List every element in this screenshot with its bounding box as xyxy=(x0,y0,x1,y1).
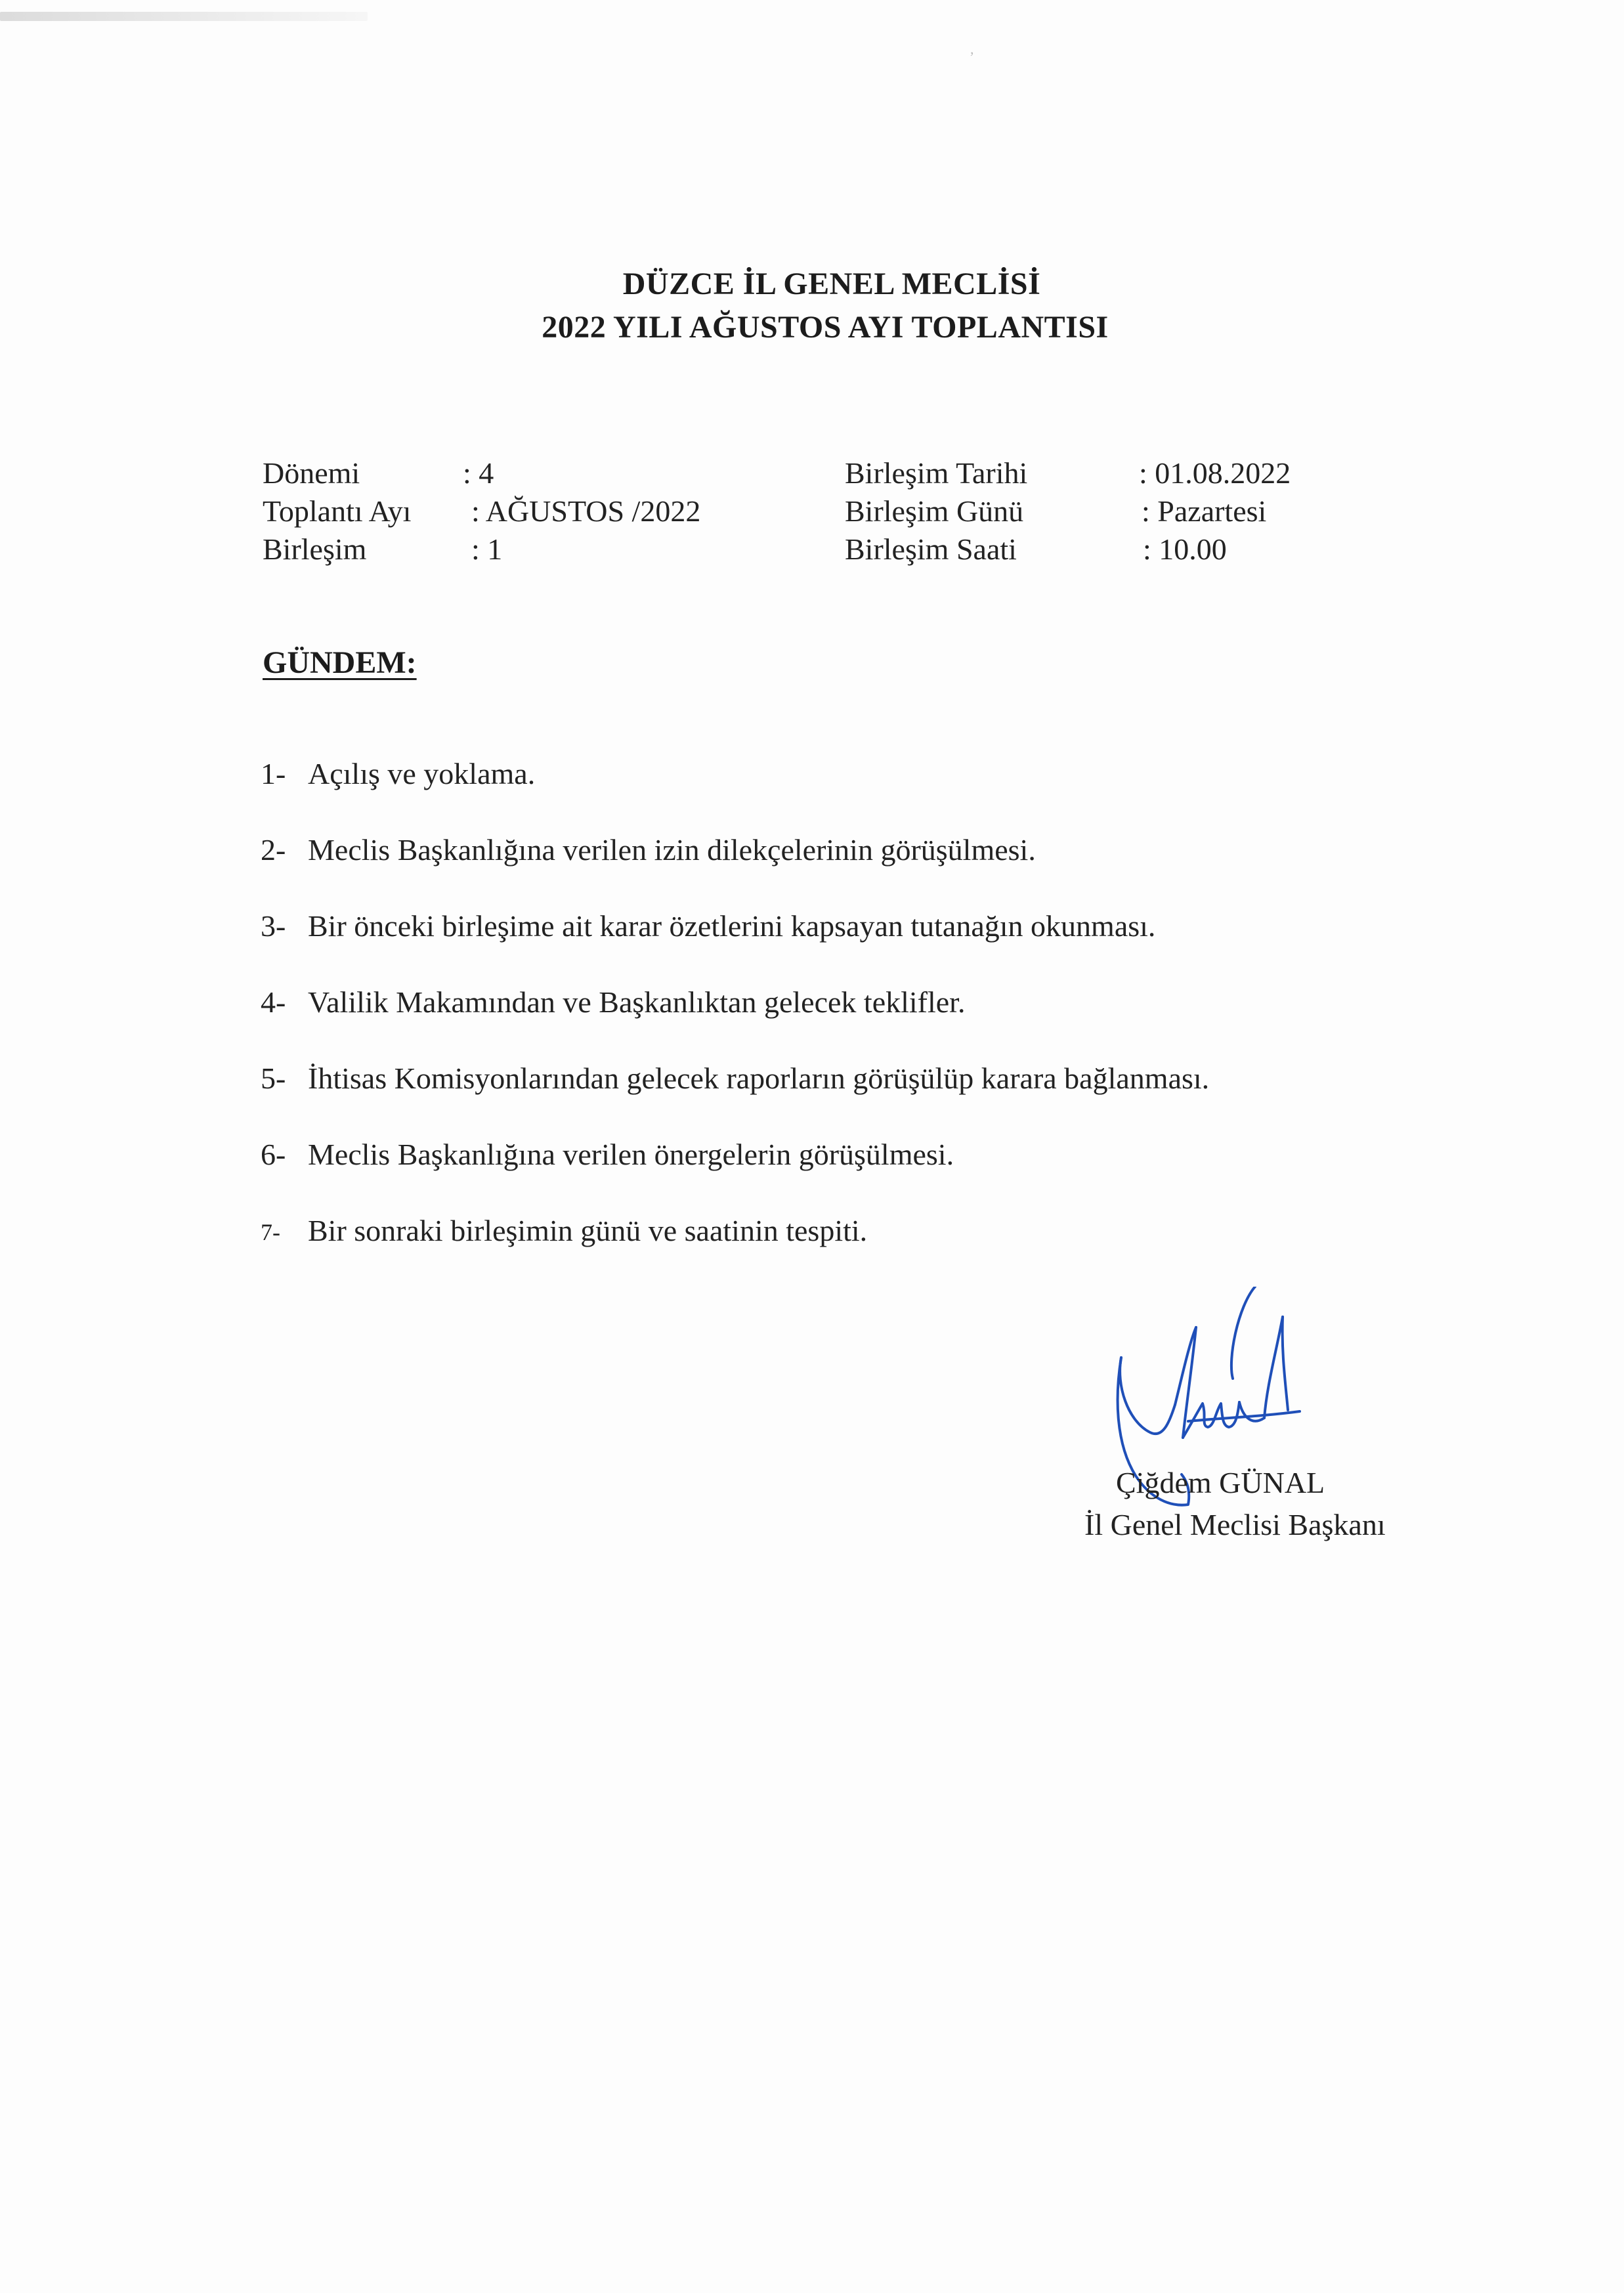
agenda-item xyxy=(261,1213,1377,1289)
agenda-item xyxy=(261,832,1377,909)
agenda-item-text: Bir önceki birleşime ait karar özetlerini kapsayan tutanağın okunması. xyxy=(308,909,1156,943)
meta-row-time xyxy=(845,530,1370,568)
agenda-item xyxy=(261,756,1377,832)
agenda-item-text: İhtisas Komisyonlarından gelecek raporların görüşülüp karara bağlanması. xyxy=(308,1061,1210,1095)
meta-label: Birleşim Tarihi xyxy=(845,456,1028,490)
meta-value: : 01.08.2022 xyxy=(1139,456,1291,490)
stray-mark: , xyxy=(970,41,974,57)
agenda-list xyxy=(261,756,1377,1289)
agenda-item-number: 3- xyxy=(261,909,286,943)
meta-label: Birleşim Saati xyxy=(845,532,1017,566)
handwritten-signature xyxy=(1109,1287,1346,1589)
meta-label: Birleşim xyxy=(263,532,367,566)
agenda-item-number: 4- xyxy=(261,985,286,1019)
meta-value: : 10.00 xyxy=(1143,532,1227,566)
agenda-item xyxy=(261,1137,1377,1213)
agenda-heading: GÜNDEM: xyxy=(263,645,417,680)
agenda-item-number: 2- xyxy=(261,833,286,867)
agenda-item xyxy=(261,1061,1377,1137)
meeting-info-left xyxy=(263,454,788,568)
meta-value: : 1 xyxy=(471,532,503,566)
meta-value: : AĞUSTOS /2022 xyxy=(471,494,701,528)
header-meeting-title: 2022 YILI AĞUSTOS AYI TOPLANTISI xyxy=(542,310,1109,345)
header-council-name: DÜZCE İL GENEL MECLİSİ xyxy=(622,267,1041,301)
signatory-name: Çiğdem GÜNAL xyxy=(1116,1466,1325,1499)
meta-row-session xyxy=(263,530,788,568)
meta-value: : 4 xyxy=(463,456,494,490)
agenda-item xyxy=(261,985,1377,1061)
agenda-item-number: 7- xyxy=(261,1219,280,1245)
agenda-item-text: Meclis Başkanlığına verilen izin dilekçelerinin görüşülmesi. xyxy=(308,833,1036,867)
meta-row-term xyxy=(263,454,788,492)
document-header xyxy=(0,263,1624,349)
agenda-item-text: Bir sonraki birleşimin günü ve saatinin tespiti. xyxy=(308,1214,868,1247)
meta-row-day xyxy=(845,492,1370,530)
meta-value: : Pazartesi xyxy=(1142,494,1267,528)
agenda-item xyxy=(261,909,1377,985)
agenda-item-text: Açılış ve yoklama. xyxy=(308,757,536,790)
signatory-title: İl Genel Meclisi Başkanı xyxy=(1084,1508,1386,1541)
meta-row-month xyxy=(263,492,788,530)
agenda-item-number: 5- xyxy=(261,1061,286,1095)
meta-label: Dönemi xyxy=(263,456,360,490)
meta-row-date xyxy=(845,454,1370,492)
agenda-item-number: 6- xyxy=(261,1138,286,1171)
agenda-item-text: Meclis Başkanlığına verilen önergelerin görüşülmesi. xyxy=(308,1138,954,1171)
agenda-item-number: 1- xyxy=(261,757,286,790)
meeting-info-right xyxy=(845,454,1370,568)
meta-label: Birleşim Günü xyxy=(845,494,1024,528)
scan-artifact xyxy=(0,12,368,21)
agenda-item-text: Valilik Makamından ve Başkanlıktan gelecek teklifler. xyxy=(308,985,966,1019)
meta-label: Toplantı Ayı xyxy=(263,494,412,528)
